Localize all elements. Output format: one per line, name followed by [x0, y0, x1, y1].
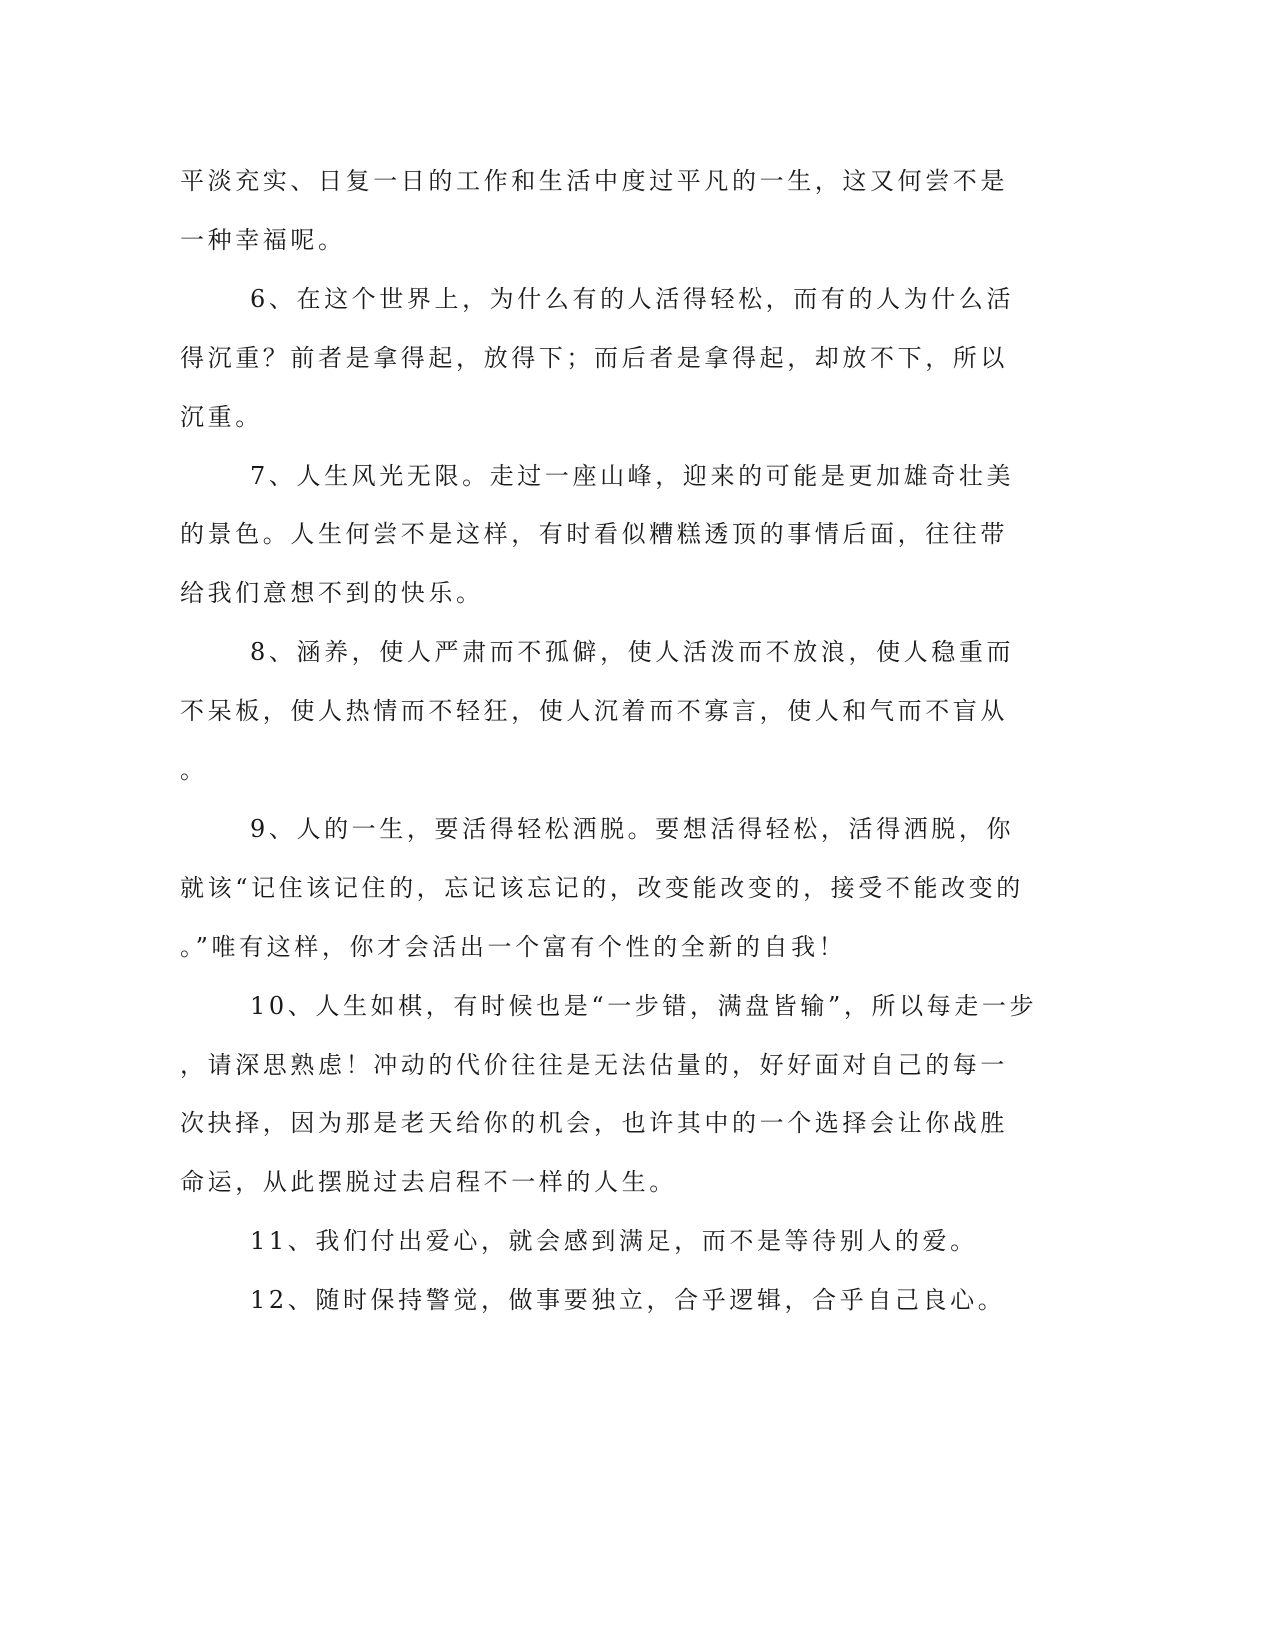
paragraph-line: 沉重。	[180, 402, 263, 431]
paragraph-line: 次抉择，因为那是老天给你的机会，也许其中的一个选择会让你战胜	[180, 1109, 1008, 1138]
paragraph-line: 就该“记住该记住的，忘记该忘记的，改变能改变的，接受不能改变的	[180, 873, 1024, 902]
paragraph-first-line: 6、在这个世界上，为什么有的人活得轻松，而有的人为什么活	[250, 284, 1015, 313]
paragraph-line: 。”唯有这样，你才会活出一个富有个性的全新的自我！	[180, 932, 847, 961]
paragraph-first-line: 7、人生风光无限。走过一座山峰，迎来的可能是更加雄奇壮美	[250, 461, 1015, 490]
paragraph-line: 的景色。人生何尝不是这样，有时看似糟糕透顶的事情后面，往往带	[180, 520, 1008, 549]
paragraph-line: 给我们意想不到的快乐。	[180, 579, 484, 608]
paragraph-line: 。	[180, 756, 208, 784]
paragraph-line: 不呆板，使人热情而不轻狂，使人沉着而不寡言，使人和气而不盲从	[180, 697, 1008, 726]
paragraph-first-line: 12、随时保持警觉，做事要独立，合乎逻辑，合乎自己良心。	[250, 1286, 1006, 1315]
paragraph-line: 得沉重？前者是拿得起，放得下；而后者是拿得起，却放不下，所以	[180, 343, 1008, 372]
paragraph-line: 一种幸福呢。	[180, 225, 346, 254]
paragraph-line: 平淡充实、日复一日的工作和生活中度过平凡的一生，这又何尝不是	[180, 167, 1008, 195]
paragraph-first-line: 11、我们付出爱心，就会感到满足，而不是等待别人的爱。	[250, 1227, 978, 1256]
paragraph-first-line: 10、人生如棋，有时候也是“一步错，满盘皆输”，所以每走一步	[250, 991, 1038, 1020]
paragraph-first-line: 8、涵养，使人严肃而不孤僻，使人活泼而不放浪，使人稳重而	[250, 638, 1015, 667]
paragraph-line: ，请深思熟虑！冲动的代价往往是无法估量的，好好面对自己的每一	[180, 1050, 1008, 1079]
paragraph-first-line: 9、人的一生，要活得轻松洒脱。要想活得轻松，活得洒脱，你	[250, 814, 1015, 843]
paragraph-line: 命运，从此摆脱过去启程不一样的人生。	[180, 1168, 677, 1197]
